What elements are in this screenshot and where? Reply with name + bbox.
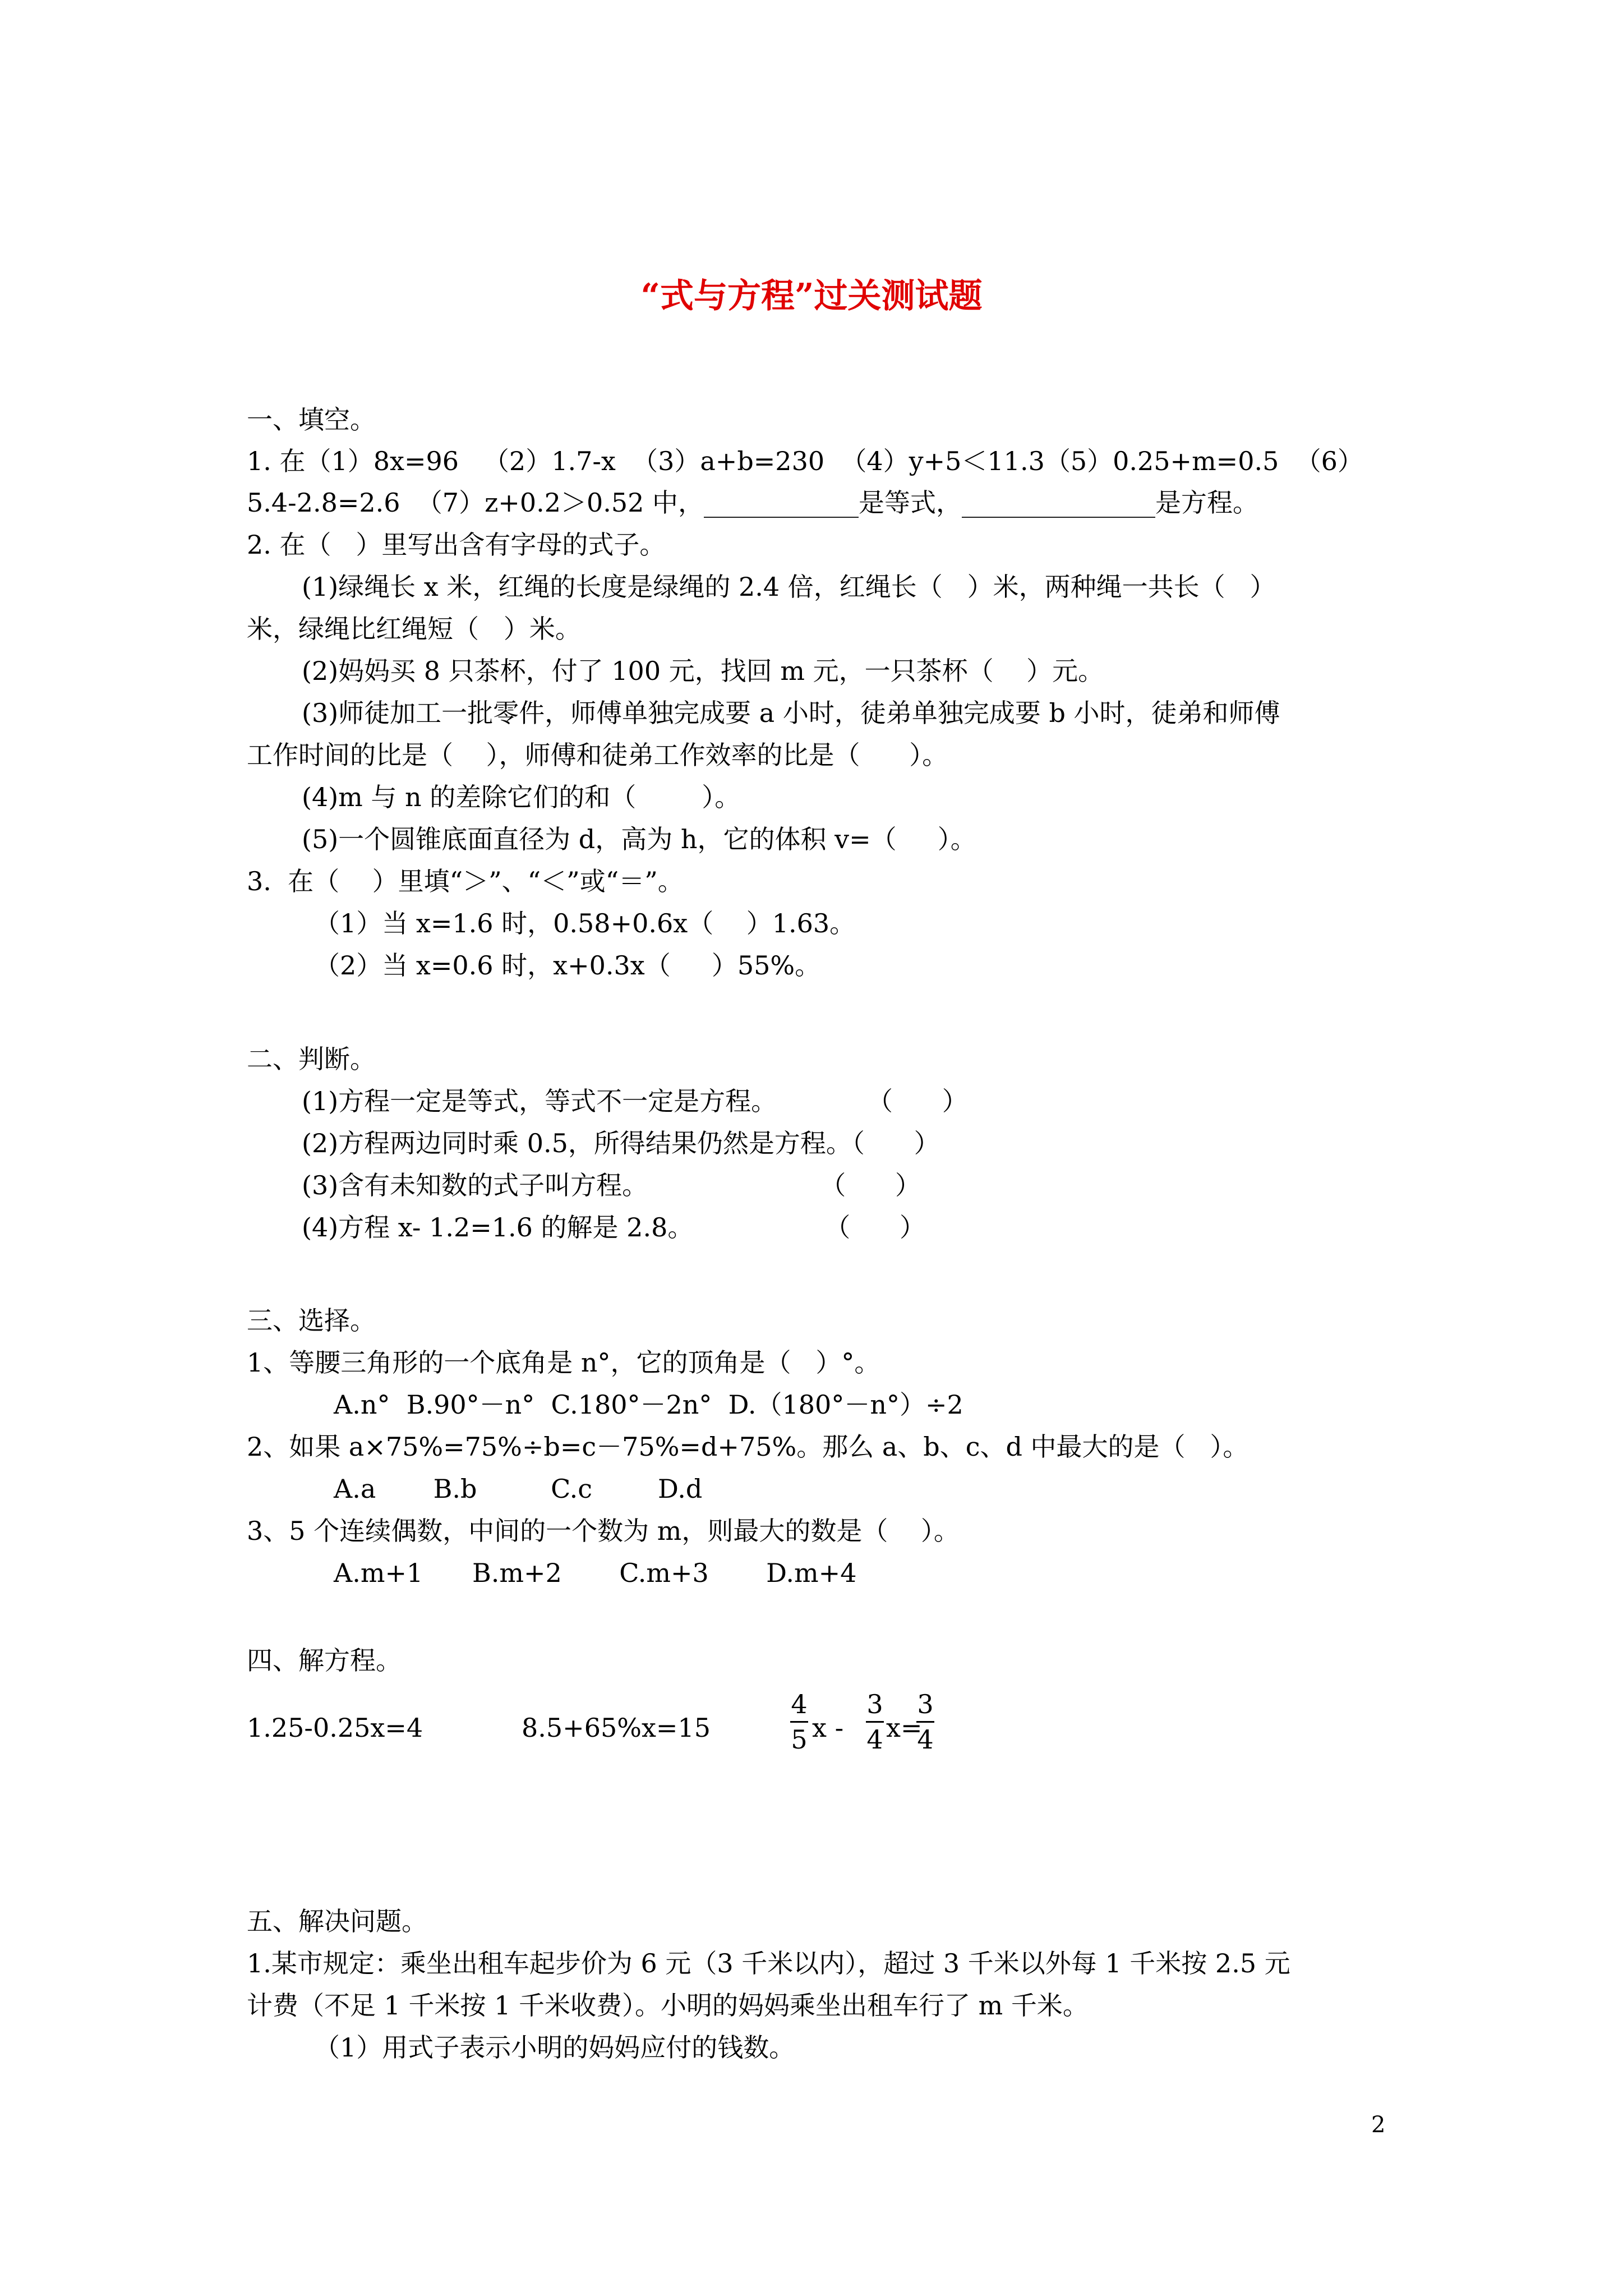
page-number: 2 xyxy=(1371,2112,1386,2138)
fill-q1-line2: 5.4-2.8=2.6 （7）z+0.2＞0.52 中，____________是等式，_______________是方程。 xyxy=(247,487,1259,518)
problem-q1-line2: 计费（不足 1 千米按 1 千米收费）。小明的妈妈乘坐出租车行了 m 千米。 xyxy=(247,1990,1089,2021)
fraction-denominator: 5 xyxy=(791,1724,808,1755)
fraction-denominator: 4 xyxy=(917,1724,934,1755)
fraction-numerator: 4 xyxy=(791,1689,808,1719)
choice-q1-options: A.n° B.90°－n° C.180°－2n° D.（180°－n°）÷2 xyxy=(334,1389,963,1420)
judge-item-4: (4)方程 x- 1.2=1.6 的解是 2.8。 （ ） xyxy=(302,1212,926,1243)
document-title: “式与方程”过关测试题 xyxy=(640,277,983,316)
fill-q2-3-line2: 工作时间的比是（ ），师傅和徒弟工作效率的比是（ ）。 xyxy=(247,740,948,770)
judge-item-2: (2)方程两边同时乘 0.5，所得结果仍然是方程。（ ） xyxy=(302,1128,940,1158)
equation-3-term2: x= xyxy=(886,1713,923,1743)
choice-q3-options: A.m+1 B.m+2 C.m+3 D.m+4 xyxy=(334,1558,857,1588)
section5-heading: 五、解决问题。 xyxy=(247,1906,427,1936)
choice-q3: 3、5 个连续偶数，中间的一个数为 m，则最大的数是（ ）。 xyxy=(247,1516,960,1546)
judge-item-3: (3)含有未知数的式子叫方程。 （ ） xyxy=(302,1170,921,1200)
problem-q1-sub1: （1）用式子表示小明的妈妈应付的钱数。 xyxy=(314,2032,795,2063)
equation-3-term1: x - xyxy=(812,1713,852,1743)
fill-q2-1-line1: (1)绿绳长 x 米，红绳的长度是绿绳的 2.4 倍，红绳长（ ）米，两种绳一共长（ ） xyxy=(302,572,1276,602)
fraction-denominator: 4 xyxy=(866,1724,883,1755)
section4-heading: 四、解方程。 xyxy=(247,1645,402,1676)
fill-q3: 3. 在（ ）里填“＞”、“＜”或“＝”。 xyxy=(247,866,684,896)
problem-q1-line1: 1.某市规定：乘坐出租车起步价为 6 元（3 千米以内），超过 3 千米以外每 1 千米按 2.5 元 xyxy=(247,1948,1290,1978)
fraction-numerator: 3 xyxy=(866,1689,883,1719)
fill-q2-4: (4)m 与 n 的差除它们的和（ ）。 xyxy=(302,782,741,812)
fill-q1-line1: 1. 在（1）8x=96 （2）1.7-x （3）a+b=230 （4）y+5＜11.3（5）0.25+m=0.5 （6） xyxy=(247,446,1363,476)
judge-item-1: (1)方程一定是等式，等式不一定是方程。 （ ） xyxy=(302,1086,968,1116)
fill-q2-1-line2: 米，绿绳比红绳短（ ）米。 xyxy=(247,614,581,644)
equation-2: 8.5+65%x=15 xyxy=(522,1713,711,1743)
fraction-numerator: 3 xyxy=(917,1689,934,1719)
section2-heading: 二、判断。 xyxy=(247,1044,376,1074)
fill-q2-2: (2)妈妈买 8 只茶杯，付了 100 元，找回 m 元，一只茶杯（ ）元。 xyxy=(302,656,1104,686)
equation-1: 1.25-0.25x=4 xyxy=(247,1713,423,1743)
choice-q2: 2、如果 a×75%=75%÷b=c－75%=d+75%。那么 a、b、c、d 中最大的是（ ）。 xyxy=(247,1432,1249,1462)
section1-heading: 一、填空。 xyxy=(247,404,376,435)
choice-q2-options: A.a B.b C.c D.d xyxy=(334,1474,703,1504)
section3-heading: 三、选择。 xyxy=(247,1305,376,1336)
fill-q2: 2. 在（ ）里写出含有字母的式子。 xyxy=(247,530,666,560)
fraction-3-4-a xyxy=(864,1688,886,1755)
fraction-4-5 xyxy=(788,1688,810,1755)
choice-q1: 1、等腰三角形的一个底角是 n°，它的顶角是（ ）°。 xyxy=(247,1347,880,1378)
fill-q3-2: （2）当 x=0.6 时，x+0.3x（ ）55%。 xyxy=(314,950,821,981)
fill-q3-1: （1）当 x=1.6 时，0.58+0.6x（ ）1.63。 xyxy=(314,908,856,938)
fill-q2-5: (5)一个圆锥底面直径为 d，高为 h，它的体积 v=（ ）。 xyxy=(302,824,976,854)
fraction-3-4-b xyxy=(914,1688,937,1755)
fill-q2-3-line1: (3)师徒加工一批零件，师傅单独完成要 a 小时，徒弟单独完成要 b 小时，徒弟和师傅 xyxy=(302,698,1280,728)
